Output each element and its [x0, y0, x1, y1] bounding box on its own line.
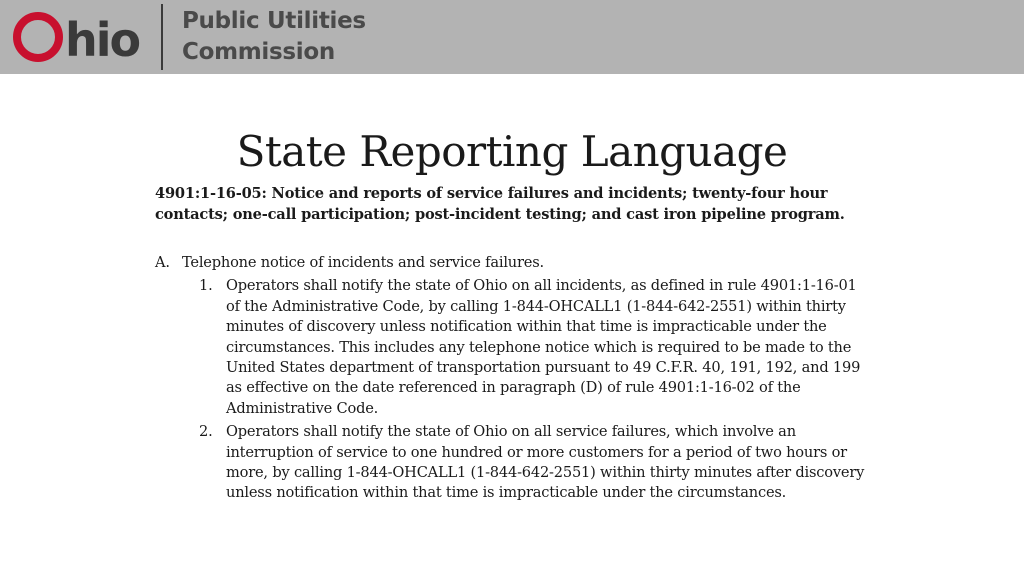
list-item-text: Operators shall notify the state of Ohio on all incidents, as defined in rule 4901:1-16-01 of the Administrative Code, by calling 1-844-OHCALL1 (1-844-642-2551) within thirty minutes of discovery unless notification within that time is impracticable under the circumstances. This includes any telephone notice which is required to be made to the United States department of transportation pursuant to 49 C.F.R. 40, 191, 192, and 199 as effective on the date referenced in paragraph (D) of rule 4901:1-16-02 of the Administrative Code. [226, 277, 861, 417]
section-a [155, 253, 875, 507]
list-item [199, 422, 875, 504]
logo-divider [161, 4, 163, 70]
section-items [155, 276, 875, 503]
agency-name [182, 6, 366, 68]
ohio-logo [10, 2, 150, 68]
list-item-text: Operators shall notify the state of Ohio on all service failures, which involve an interruption of service to one hundred or more customers for a period of two hours or more, by calling 1-844-OHCALL1 (1-844-642-2551) within thirty minutes after discovery unless notification within that time is impracticable under the circumstances. [226, 423, 865, 502]
agency-name-line2: Commission [182, 39, 335, 65]
list-item-number: 2. [199, 423, 213, 441]
agency-name-line1: Public Utilities [182, 8, 366, 34]
header-banner [0, 0, 1024, 74]
section-heading-text: Telephone notice of incidents and service failures. [182, 254, 544, 271]
section-heading [155, 253, 875, 273]
page-title: State Reporting Language [236, 127, 788, 176]
ohio-wordmark-icon [10, 4, 150, 66]
rule-subtitle: 4901:1-16-05: Notice and reports of service failures and incidents; twenty-four hour contacts; one-call participation; post-incident testing; and cast iron pipeline program. [155, 185, 845, 223]
section-marker: A. [155, 254, 170, 271]
svg-text:hio: hio [65, 13, 140, 66]
list-item-number: 1. [199, 277, 213, 295]
list-item [199, 276, 875, 419]
